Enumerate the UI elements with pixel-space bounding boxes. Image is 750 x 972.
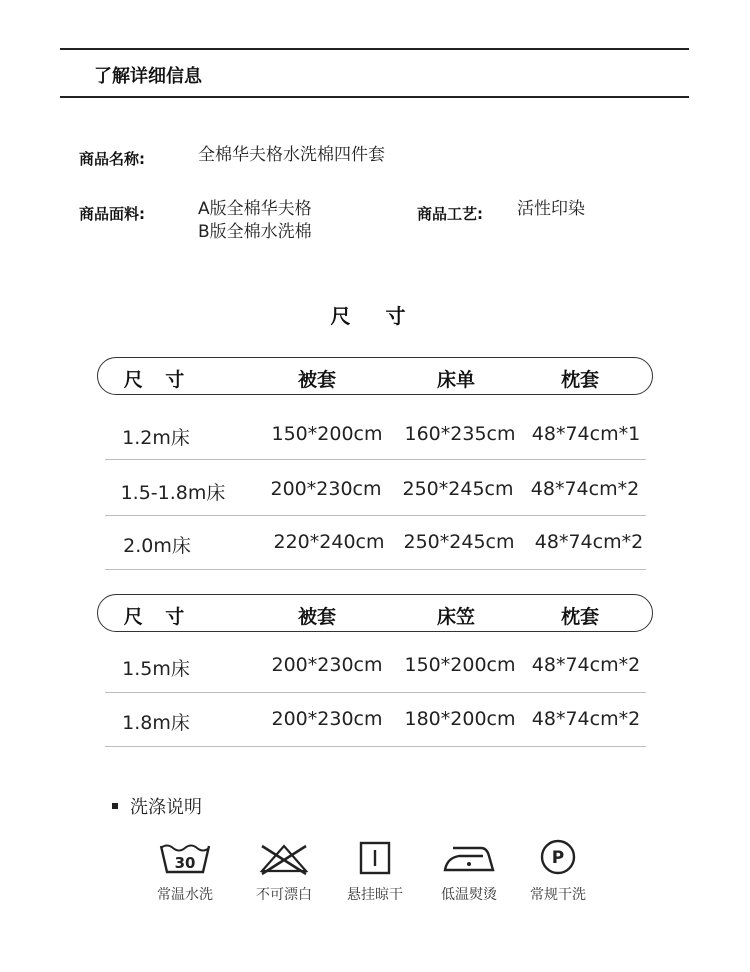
no-bleach-label: 不可漂白 xyxy=(256,887,312,903)
table2-row-divider-2 xyxy=(105,746,646,747)
wash-30-icon xyxy=(157,838,213,878)
table2-row-2-fitted: 180*200cm xyxy=(404,708,516,730)
craft-value: 活性印染 xyxy=(517,199,585,219)
table2-header-duvet: 被套 xyxy=(297,606,337,628)
table-row-1-duvet: 150*200cm xyxy=(271,423,383,445)
hang-dry-label: 悬挂晾干 xyxy=(347,887,403,903)
table2-header-size: 尺 寸 xyxy=(123,606,193,628)
size-title: 尺 寸 xyxy=(330,304,420,328)
fabric-label: 商品面料: xyxy=(79,205,145,223)
table2-row-1-pillow: 48*74cm*2 xyxy=(531,654,641,676)
fabric-value-b: B版全棉水洗棉 xyxy=(198,222,312,242)
header-divider xyxy=(60,96,689,98)
table1-row-divider-2 xyxy=(105,515,646,516)
table-row-2-sheet: 250*245cm xyxy=(402,478,514,500)
no-bleach-icon xyxy=(256,838,312,878)
table2-row-2-pillow: 48*74cm*2 xyxy=(531,708,641,730)
table1-header-sheet: 床单 xyxy=(436,369,476,391)
table2-row-1-size: 1.5m床 xyxy=(122,658,190,680)
table1-row-divider-3 xyxy=(105,569,646,570)
table-row-3-duvet: 220*240cm xyxy=(273,531,385,553)
product-name-value: 全棉华夫格水洗棉四件套 xyxy=(198,145,385,165)
bullet-icon xyxy=(112,803,118,809)
table1-header-size: 尺 寸 xyxy=(123,369,193,391)
table-row-1-size: 1.2m床 xyxy=(122,427,190,449)
table-row-3-sheet: 250*245cm xyxy=(403,531,515,553)
table2-row-2-size: 1.8m床 xyxy=(122,712,190,734)
table2-row-divider-1 xyxy=(105,692,646,693)
table-row-1-pillow: 48*74cm*1 xyxy=(531,423,641,445)
top-divider xyxy=(60,48,689,50)
washing-title xyxy=(112,793,202,819)
low-iron-label: 低温熨烫 xyxy=(441,887,497,903)
dry-clean-label: 常规干洗 xyxy=(530,887,586,903)
section-title: 了解详细信息 xyxy=(94,66,202,87)
table-row-3-size: 2.0m床 xyxy=(123,535,191,557)
table-row-2-duvet: 200*230cm xyxy=(270,478,382,500)
dry-clean-letter: P xyxy=(551,848,565,868)
product-name-label: 商品名称: xyxy=(79,150,145,168)
table2-row-1-duvet: 200*230cm xyxy=(271,654,383,676)
table-row-3-pillow: 48*74cm*2 xyxy=(534,531,644,553)
wash-temp-text: 30 xyxy=(174,854,196,872)
table-row-1-sheet: 160*235cm xyxy=(404,423,516,445)
fabric-value-a: A版全棉华夫格 xyxy=(198,199,312,219)
dry-clean-p-icon xyxy=(530,838,586,878)
washing-title-text: 洗涤说明 xyxy=(130,797,202,818)
table1-row-divider-1 xyxy=(105,459,646,460)
table-row-2-size: 1.5-1.8m床 xyxy=(120,482,226,504)
hang-dry-icon xyxy=(347,838,403,878)
low-iron-icon xyxy=(441,838,497,878)
table1-header-duvet: 被套 xyxy=(297,369,337,391)
table2-header-fitted: 床笠 xyxy=(436,606,476,628)
table-row-2-pillow: 48*74cm*2 xyxy=(530,478,640,500)
craft-label: 商品工艺: xyxy=(417,205,483,223)
table2-header-pillow: 枕套 xyxy=(560,606,600,628)
table2-row-1-fitted: 150*200cm xyxy=(404,654,516,676)
table1-header-pillow: 枕套 xyxy=(560,369,600,391)
table2-row-2-duvet: 200*230cm xyxy=(271,708,383,730)
wash-label: 常温水洗 xyxy=(157,887,213,903)
